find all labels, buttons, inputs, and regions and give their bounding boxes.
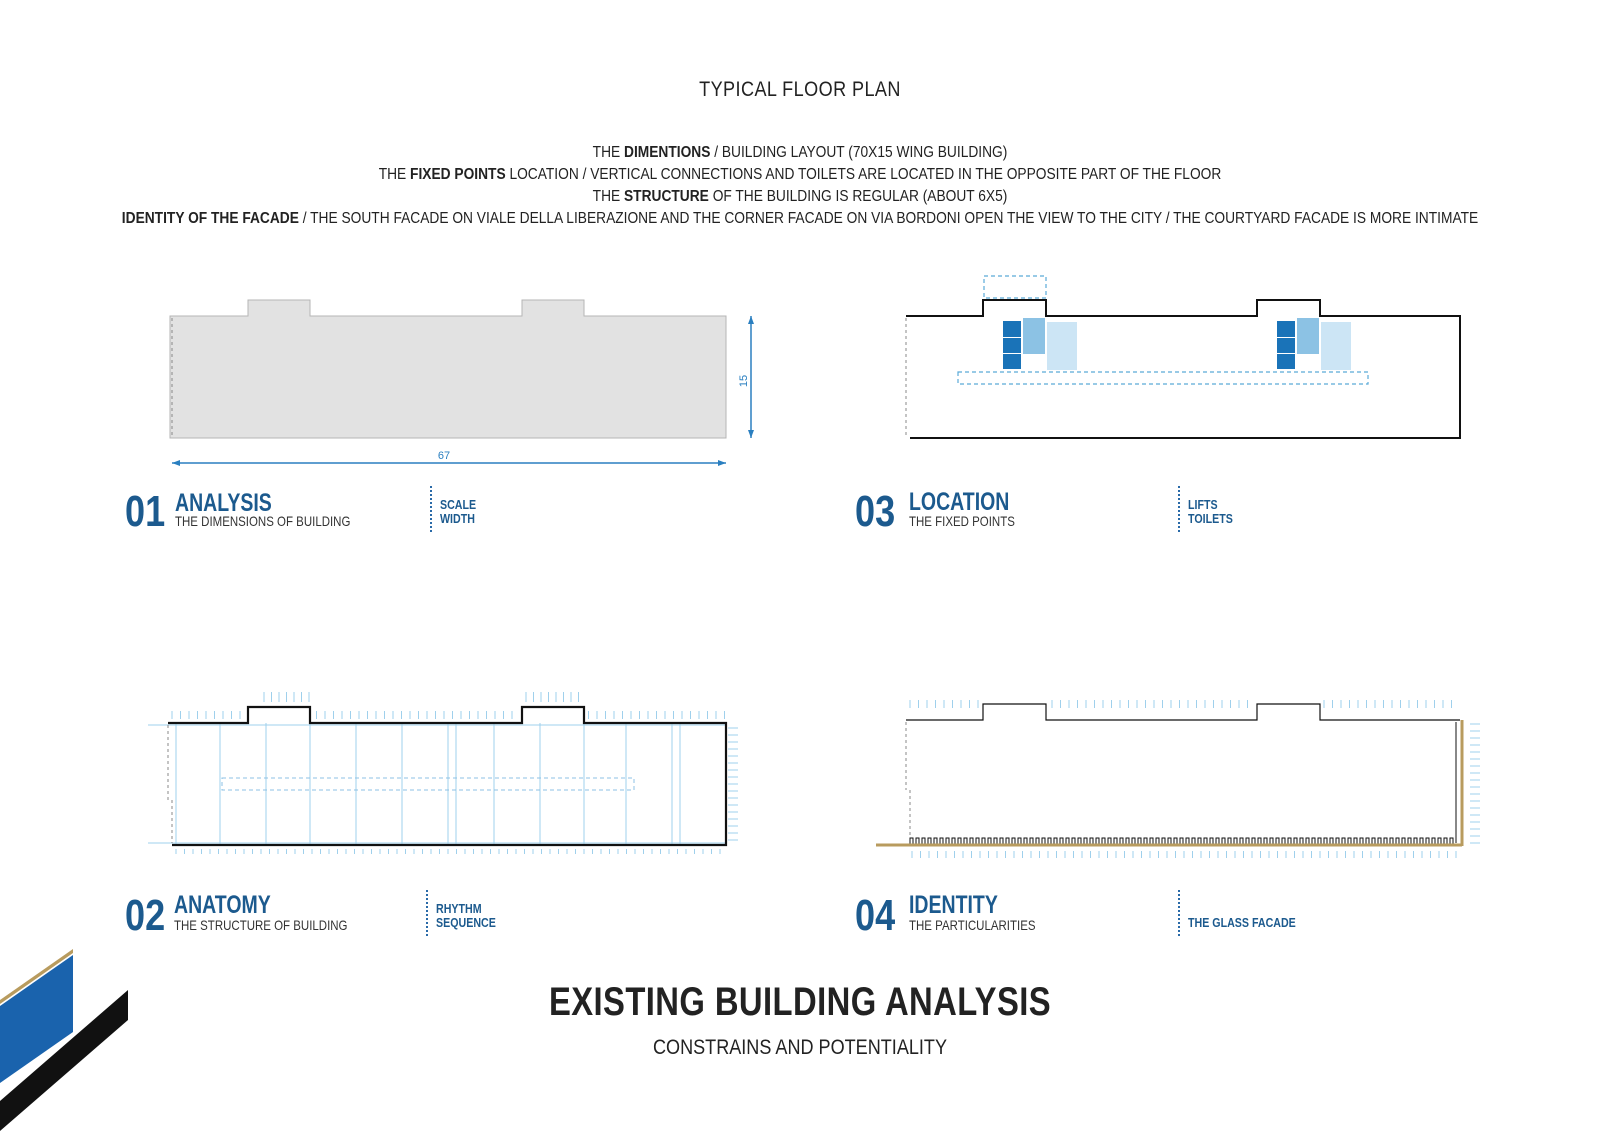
tag-width: WIDTH [440, 511, 475, 526]
lift-block-right-1 [1277, 321, 1295, 337]
tag-toilets: TOILETS [1188, 511, 1233, 526]
panel-03-title: LOCATION [909, 488, 1010, 516]
panel-03-number: 03 [855, 487, 896, 536]
anatomy-corridor-dashed-box [222, 778, 634, 790]
anatomy-plan-outline [168, 707, 726, 845]
tag-glass-facade: THE GLASS FACADE [1188, 915, 1296, 930]
location-plan [906, 276, 1460, 438]
lift-block-right-2 [1277, 338, 1295, 353]
panel-02-title: ANATOMY [174, 891, 271, 919]
tag-scale: SCALE [440, 497, 477, 512]
toilet-block-right-2 [1321, 322, 1351, 370]
identity-plan-outline [906, 704, 1460, 720]
panel-01-number: 01 [125, 487, 166, 536]
page-title: TYPICAL FLOOR PLAN [699, 78, 901, 101]
toilet-block-right-1 [1297, 318, 1319, 354]
corner-stripes-decoration [0, 949, 128, 1131]
lift-block-left-2 [1003, 338, 1021, 353]
toilet-block-left-2 [1047, 322, 1077, 370]
desc-line-dimensions: THE DIMENTIONS / BUILDING LAYOUT (70X15 WING BUILDING) [592, 144, 1008, 161]
lift-block-right-3 [1277, 354, 1295, 369]
desc-line-identity: IDENTITY OF THE FACADE / THE SOUTH FACADE ON VIALE DELLA LIBERAZIONE AND THE CORNER FACADE ON VIA BORDONI OPEN THE VIEW TO THE CITY / THE COURTYARD FACADE IS MORE INTIMATE [121, 210, 1479, 227]
analysis-length-label: 67 [437, 450, 451, 462]
panel-01-title: ANALYSIS [175, 489, 272, 517]
panel-03-tags [1178, 486, 1243, 532]
lift-block-left-1 [1003, 321, 1021, 337]
panel-01-subtitle: THE DIMENSIONS OF BUILDING [175, 513, 351, 529]
anatomy-structural-grid [148, 723, 726, 845]
analysis-width-label: 15 [738, 374, 750, 388]
panel-04-title: IDENTITY [909, 891, 998, 919]
panel-02-tags [426, 890, 509, 936]
anatomy-plan [148, 692, 738, 854]
location-corridor-dashed-box [958, 372, 1368, 384]
panel-04-subtitle: THE PARTICULARITIES [909, 917, 1036, 933]
lift-block-left-3 [1003, 354, 1021, 369]
analysis-length-arrow-right-icon [718, 460, 726, 466]
panel-01-tags [430, 486, 484, 532]
panel-04-number: 04 [855, 891, 896, 940]
identity-rhythm-ticks [910, 700, 1480, 858]
main-title: EXISTING BUILDING ANALYSIS [548, 980, 1052, 1024]
tag-sequence: SEQUENCE [436, 915, 496, 930]
analysis-width-arrow-bottom-icon [748, 430, 754, 438]
identity-plan [876, 700, 1480, 858]
desc-line-structure: THE STRUCTURE OF THE BUILDING IS REGULAR (ABOUT 6X5) [592, 188, 1008, 205]
location-roof-dashed-box [984, 276, 1046, 298]
main-subtitle: CONSTRAINS AND POTENTIALITY [652, 1036, 948, 1059]
location-plan-outline [906, 300, 1460, 438]
analysis-plan [170, 300, 754, 466]
tag-lifts: LIFTS [1188, 497, 1218, 512]
identity-courtyard-facade [910, 838, 1456, 844]
panel-04-tags [1178, 890, 1319, 936]
analysis-width-arrow-top-icon [748, 316, 754, 324]
anatomy-rhythm-ticks [172, 692, 738, 854]
toilet-block-left-1 [1023, 318, 1045, 354]
panel-02-subtitle: THE STRUCTURE OF BUILDING [174, 917, 348, 933]
panel-03-subtitle: THE FIXED POINTS [909, 513, 1015, 529]
analysis-plan-shape [170, 300, 726, 438]
desc-line-fixed-points: THE FIXED POINTS LOCATION / VERTICAL CONNECTIONS AND TOILETS ARE LOCATED IN THE OPPOSITE PART OF THE FLOOR [378, 166, 1222, 183]
analysis-length-arrow-left-icon [172, 460, 180, 466]
tag-rhythm: RHYTHM [436, 901, 482, 916]
panel-02-number: 02 [125, 891, 166, 940]
